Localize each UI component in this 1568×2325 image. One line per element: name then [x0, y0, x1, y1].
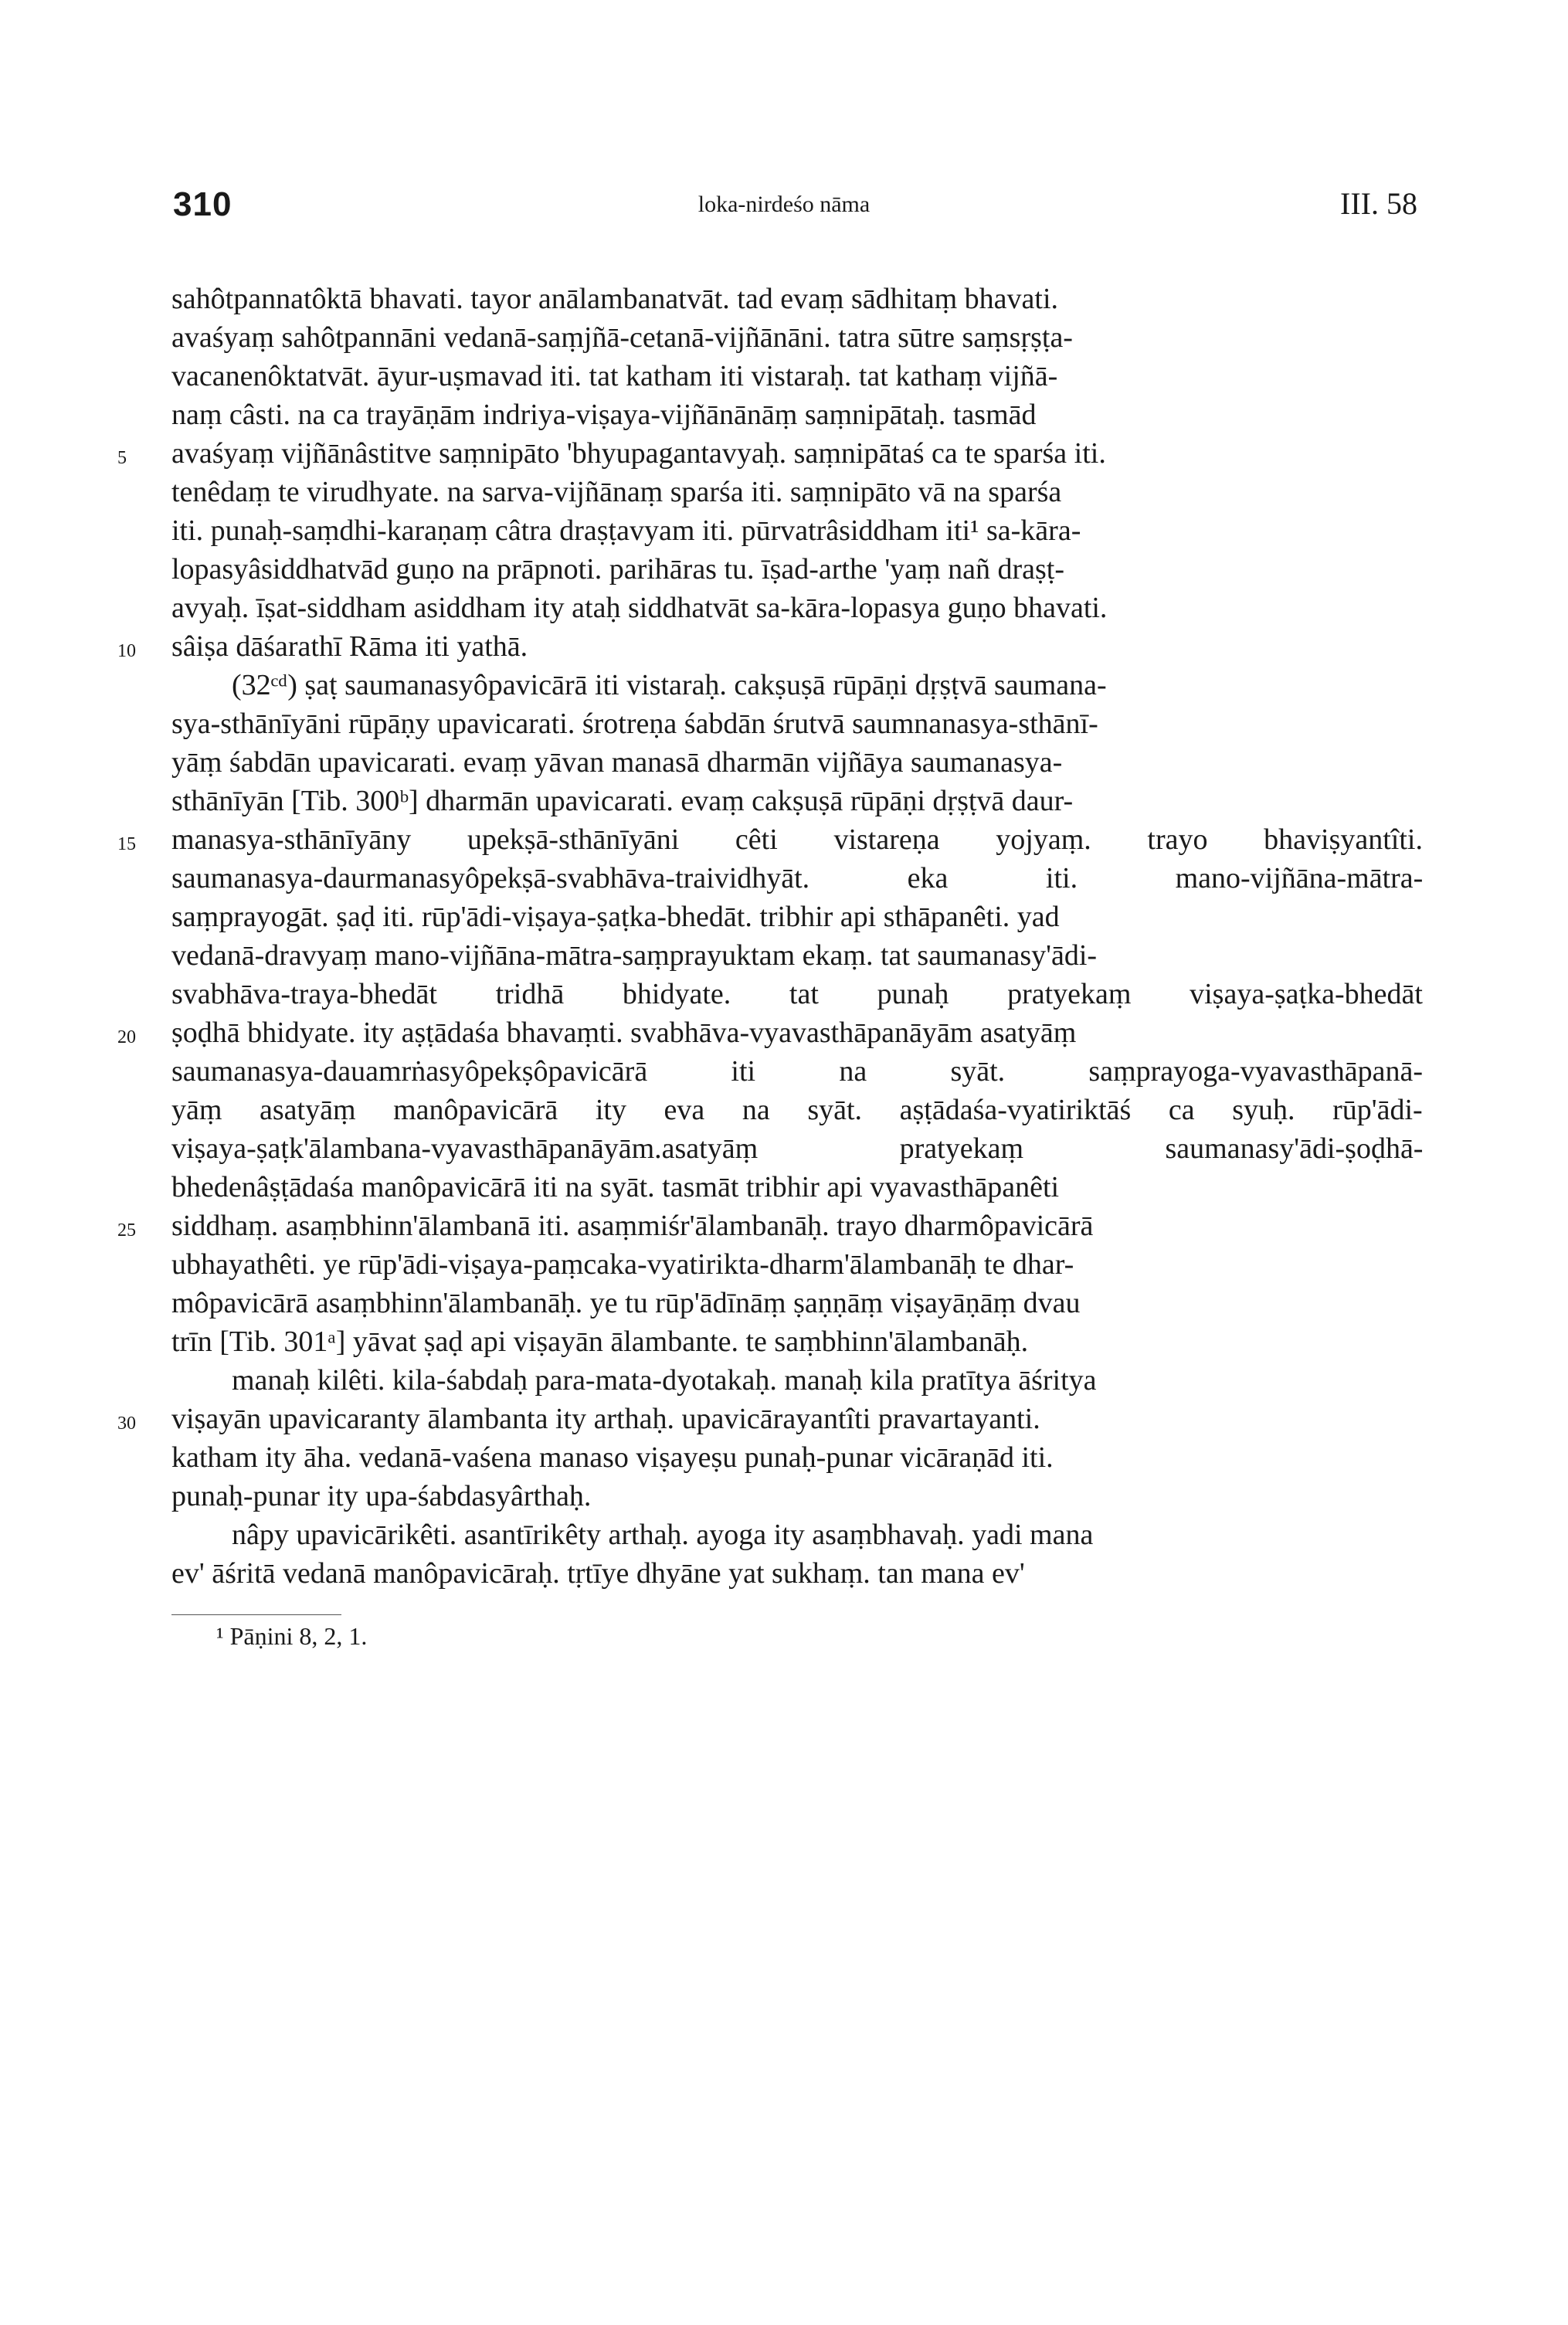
text-line: ev' āśritā vedanā manôpavicāraḥ. tṛtīye dhyāne yat sukhaṃ. tan mana ev' [171, 1557, 1025, 1590]
text-line: manasya-sthānīyāny upekṣā-sthānīyāni cêti vistareṇa yojyaṃ. trayo bhaviṣyantîti. [171, 823, 1423, 856]
running-title: loka-nirdeśo nāma [697, 192, 871, 217]
text-line: katham ity āha. vedanā-vaśena manaso viṣayeṣu punaḥ-punar vicāraṇād iti. [171, 1441, 1054, 1474]
text-line: avaśyaṃ vijñānâstitve saṃnipāto 'bhyupagantavyaḥ. saṃnipātaś ca te sparśa iti. [171, 437, 1106, 470]
section-reference: III. 58 [1340, 186, 1417, 221]
text-line: môpavicārā asaṃbhinn'ālambanāḥ. ye tu rūp'ādīnāṃ ṣaṇṇāṃ viṣayāṇāṃ dvau [171, 1287, 1081, 1319]
text-line: iti. punaḥ-saṃdhi-karaṇaṃ câtra draṣṭavyam iti. pūrvatrâsiddham iti¹ sa-kāra- [171, 514, 1081, 547]
text-line: sahôtpannatôktā bhavati. tayor anālambanatvāt. tad evaṃ sādhitaṃ bhavati. [171, 283, 1059, 315]
text-line: vacanenôktatvāt. āyur-uṣmavad iti. tat katham iti vistaraḥ. tat kathaṃ vijñā- [171, 360, 1058, 392]
text-line: viṣayān upavicaranty ālambanta ity arthaḥ. upavicārayantîti pravartayanti. [171, 1403, 1040, 1435]
footnote-divider [171, 1614, 341, 1615]
line-number: 10 [117, 641, 136, 661]
text-line: saṃprayogāt. ṣaḍ iti. rūp'ādi-viṣaya-ṣaṭka-bhedāt. tribhir api sthāpanêti. yad [171, 901, 1060, 933]
text-line: vedanā-dravyaṃ mano-vijñāna-mātra-saṃprayuktam ekaṃ. tat saumanasy'ādi- [171, 939, 1098, 972]
line-number: 20 [117, 1027, 136, 1047]
text-line: naṃ câsti. na ca trayāṇām indriya-viṣaya-vijñānānāṃ saṃnipātaḥ. tasmād [171, 399, 1037, 431]
text-line: manaḥ kilêti. kila-śabdaḥ para-mata-dyotakaḥ. manaḥ kila pratītya āśritya [232, 1364, 1097, 1397]
page-number: 310 [173, 185, 232, 223]
text-line: sâiṣa dāśarathī Rāma iti yathā. [171, 630, 528, 663]
text-line: nâpy upavicārikêti. asantīrikêty arthaḥ. ayoga ity asaṃbhavaḥ. yadi mana [232, 1519, 1094, 1551]
line-number: 5 [117, 448, 127, 468]
text-line: saumanasya-daurmanasyôpekṣā-svabhāva-traividhyāt. eka iti. mano-vijñāna-mātra- [171, 862, 1424, 894]
line-number: 15 [117, 834, 136, 854]
text-line: tenêdaṃ te virudhyate. na sarva-vijñānaṃ sparśa iti. saṃnipāto vā na sparśa [171, 476, 1062, 508]
line-number: 30 [117, 1414, 136, 1434]
text-line: viṣaya-ṣaṭk'ālambana-vyavasthāpanāyām.asatyāṃ pratyekaṃ saumanasy'ādi-ṣoḍhā- [171, 1132, 1424, 1165]
text-line: sthānīyān [Tib. 300ᵇ] dharmān upavicarati. evaṃ cakṣuṣā rūpāṇi dṛṣṭvā daur- [171, 785, 1074, 817]
text-line: bhedenâṣṭādaśa manôpavicārā iti na syāt. tasmāt tribhir api vyavasthāpanêti [171, 1171, 1060, 1203]
text-line: (32ᶜᵈ) ṣaṭ saumanasyôpavicārā iti vistaraḥ. cakṣuṣā rūpāṇi dṛṣṭvā saumana- [232, 669, 1107, 701]
text-line: siddhaṃ. asaṃbhinn'ālambanā iti. asaṃmiśr'ālambanāḥ. trayo dharmôpavicārā [171, 1210, 1094, 1242]
text-line: lopasyâsiddhatvād guṇo na prāpnoti. parihāras tu. īṣad-arthe 'yaṃ nañ draṣṭ- [171, 553, 1064, 585]
text-line: trīn [Tib. 301ᵃ] yāvat ṣaḍ api viṣayān ālambante. te saṃbhinn'ālambanāḥ. [171, 1325, 1029, 1358]
text-line: ṣoḍhā bhidyate. ity aṣṭādaśa bhavaṃti. svabhāva-vyavasthāpanāyām asatyāṃ [171, 1017, 1077, 1049]
text-line: yāṃ asatyāṃ manôpavicārā ity eva na syāt. aṣṭādaśa-vyatiriktāś ca syuḥ. rūp'ādi- [171, 1094, 1423, 1126]
text-line: saumanasya-dauamrṅasyôpekṣôpavicārā iti na syāt. saṃprayoga-vyavasthāpanā- [171, 1055, 1424, 1088]
text-line: avaśyaṃ sahôtpannāni vedanā-saṃjñā-cetanā-vijñānāni. tatra sūtre saṃsṛṣṭa- [171, 321, 1073, 354]
footnote: ¹ Pāṇini 8, 2, 1. [216, 1622, 368, 1650]
text-line: ubhayathêti. ye rūp'ādi-viṣaya-paṃcaka-vyatirikta-dharm'ālambanāḥ te dhar- [171, 1248, 1074, 1281]
text-line: sya-sthānīyāni rūpāṇy upavicarati. śrotreṇa śabdān śrutvā saumnanasya-sthānī- [171, 708, 1098, 740]
line-number: 25 [117, 1220, 136, 1241]
text-line: svabhāva-traya-bhedāt tridhā bhidyate. tat punaḥ pratyekaṃ viṣaya-ṣaṭka-bhedāt [171, 978, 1423, 1010]
text-line: yāṃ śabdān upavicarati. evaṃ yāvan manasā dharmān vijñāya saumanasya- [171, 746, 1063, 779]
text-line: punaḥ-punar ity upa-śabdasyârthaḥ. [171, 1480, 592, 1512]
text-line: avyaḥ. īṣat-siddham asiddham ity ataḥ siddhatvāt sa-kāra-lopasya guṇo bhavati. [171, 592, 1108, 624]
